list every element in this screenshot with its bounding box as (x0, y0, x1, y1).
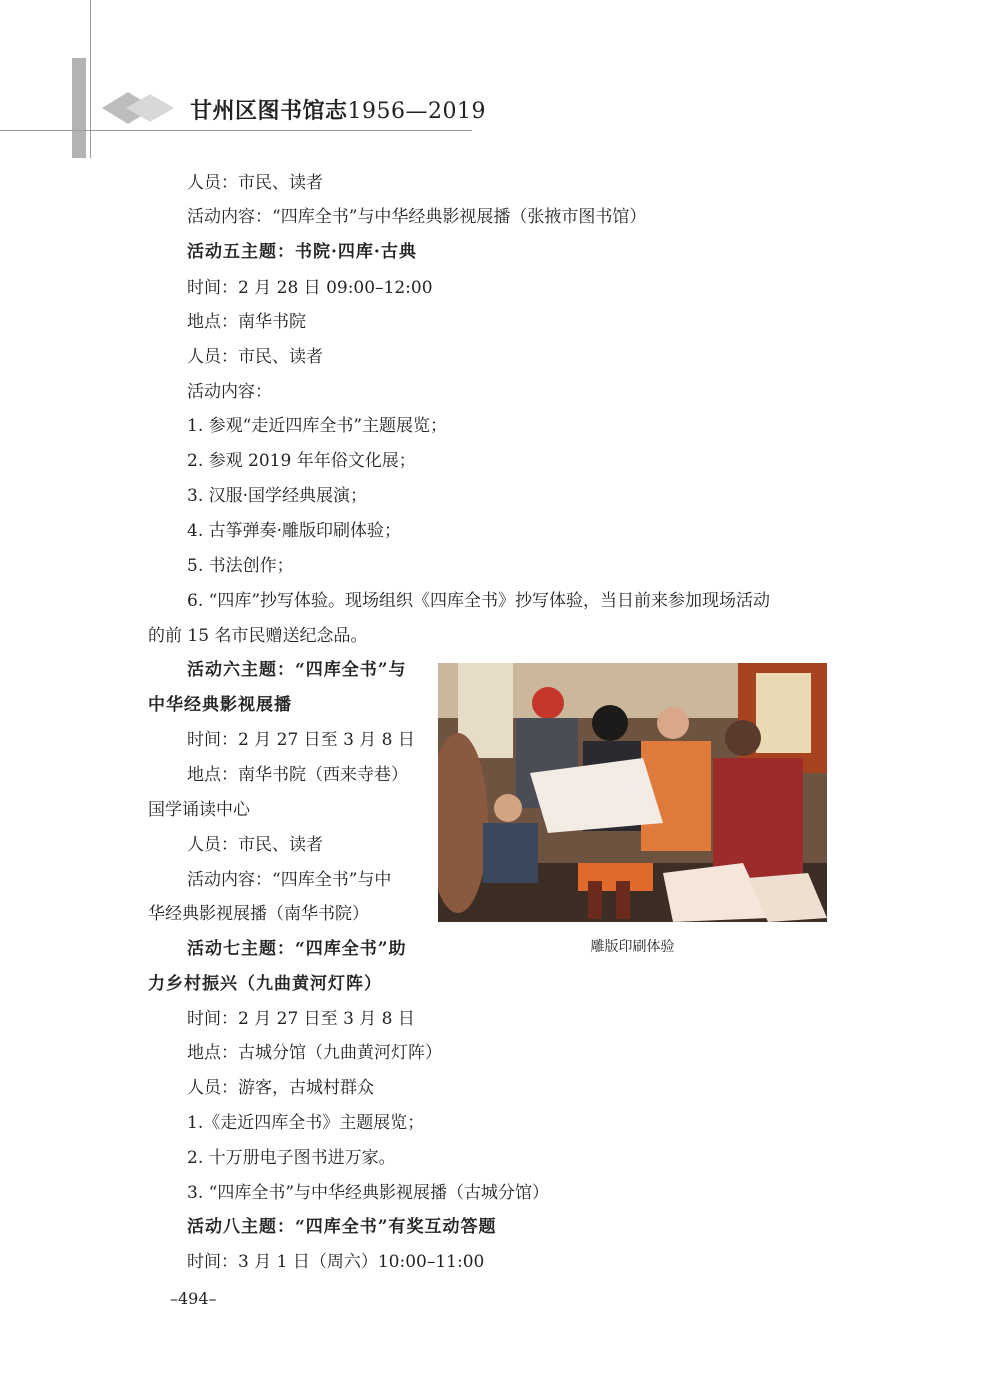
list-item: 2. 十万册电子图书进万家。 (187, 1148, 396, 1168)
section-heading: 活动五主题：书院·四库·古典 (187, 242, 417, 262)
running-header (190, 94, 486, 125)
text-line: 时间：2 月 27 日至 3 月 8 日 (187, 730, 415, 750)
list-item: 6. “四库”抄写体验。现场组织《四库全书》抄写体验，当日前来参加现场活动 (187, 591, 771, 611)
section-heading-cont: 力乡村振兴（九曲黄河灯阵） (148, 974, 382, 994)
list-item: 2. 参观 2019 年年俗文化展； (187, 451, 416, 471)
section-heading-cont: 中华经典影视展播 (148, 695, 292, 715)
activity-photo (438, 663, 827, 922)
header-title: 甘州区图书馆志 (190, 98, 348, 124)
text-line: 地点：古城分馆（九曲黄河灯阵） (187, 1043, 442, 1063)
text-line: 华经典影视展播（南华书院） (148, 904, 369, 924)
section-heading: 活动六主题：“四库全书”与 (187, 660, 407, 680)
list-item: 5. 书法创作； (187, 556, 294, 576)
header-years: 1956—2019 (347, 99, 486, 124)
header-vertical-rule (90, 0, 91, 158)
text-line: 地点：南华书院 (187, 312, 306, 332)
page-number: –494– (170, 1289, 217, 1308)
text-line: 地点：南华书院（西来寺巷） (187, 765, 408, 785)
header-horizontal-rule (0, 130, 472, 131)
text-line: 人员：市民、读者 (187, 173, 323, 193)
text-line: 人员：游客，古城村群众 (187, 1078, 374, 1098)
list-item: 4. 古筝弹奏·雕版印刷体验； (187, 521, 402, 541)
list-item: 1.《走近四库全书》主题展览； (187, 1113, 425, 1133)
list-item: 3. 汉服·国学经典展演； (187, 486, 368, 506)
text-line: 人员：市民、读者 (187, 347, 323, 367)
text-line: 活动内容：“四库全书”与中华经典影视展播（张掖市图书馆） (187, 207, 647, 227)
header-diamond-ornament-icon (100, 88, 180, 128)
text-line: 活动内容： (187, 382, 272, 402)
text-line: 人员：市民、读者 (187, 835, 323, 855)
text-line: 的前 15 名市民赠送纪念品。 (148, 626, 368, 646)
list-item: 1. 参观“走近四库全书”主题展览； (187, 416, 448, 436)
text-line: 时间：3 月 1 日（周六）10:00–11:00 (187, 1252, 485, 1272)
list-item: 3. “四库全书”与中华经典影视展播（古城分馆） (187, 1183, 550, 1203)
section-heading: 活动七主题：“四库全书”助 (187, 939, 407, 959)
photo-caption: 雕版印刷体验 (590, 939, 675, 955)
text-line: 活动内容：“四库全书”与中 (187, 870, 392, 890)
text-line: 时间：2 月 27 日至 3 月 8 日 (187, 1009, 415, 1029)
section-heading: 活动八主题：“四库全书”有奖互动答题 (187, 1217, 497, 1237)
text-line: 时间：2 月 28 日 09:00–12:00 (187, 278, 433, 298)
header-side-bar (72, 58, 86, 158)
text-line: 国学诵读中心 (148, 800, 250, 820)
